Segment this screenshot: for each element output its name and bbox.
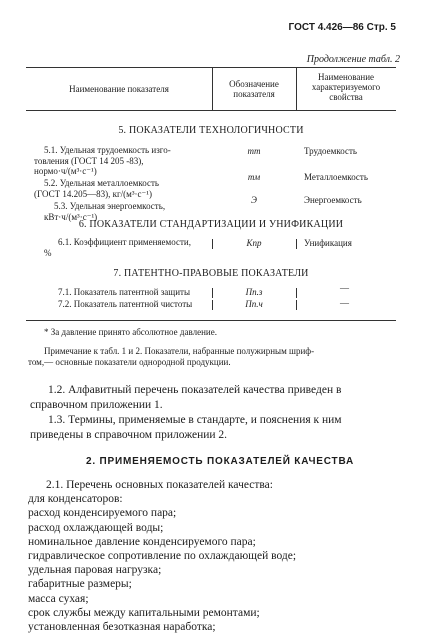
row-7-2-name: 7.2. Показатель патентной чистоты xyxy=(58,299,193,309)
table-note: Примечание к табл. 1 и 2. Показатели, набранные полужирным шриф- том,— основные показатели однородной продукции. xyxy=(28,346,315,367)
list-item: расход конденсируемого пара; xyxy=(28,507,177,520)
paragraph-1-3: 1.3. Термины, применяемые в стандарте, и пояснения к ним приведены в справочном приложении 2. xyxy=(30,414,342,441)
list-item: расход охлаждающей воды; xyxy=(28,521,164,534)
row-7-1-name: 7.1. Показатель патентной защиты xyxy=(58,287,190,297)
list-item: 2.1. Перечень основных показателей качества: xyxy=(46,479,273,491)
list-item: для конденсаторов: xyxy=(28,493,123,506)
section-title-6: 6. ПОКАЗАТЕЛИ СТАНДАРТИЗАЦИИ И УНИФИКАЦИИ xyxy=(78,219,344,230)
section-title-7: 7. ПАТЕНТНО-ПРАВОВЫЕ ПОКАЗАТЕЛИ xyxy=(113,268,309,279)
section-title-5: 5. ПОКАЗАТЕЛИ ТЕХНОЛОГИЧНОСТИ xyxy=(118,125,304,136)
row-5-2-property: Металлоемкость xyxy=(304,172,368,182)
table-header-rule xyxy=(26,110,396,111)
row-7-2-divider-2 xyxy=(296,300,297,310)
row-6-1-divider-2 xyxy=(296,239,297,249)
row-7-1-symbol: Пп.з xyxy=(245,287,263,297)
table-bottom-rule xyxy=(26,320,396,321)
document-reference: ГОСТ 4.426—86 Стр. 5 xyxy=(288,22,396,33)
row-5-3-name: 5.3. Удельная энергоемкость, кВт·ч/(м³·с⁻¹) xyxy=(44,201,166,222)
row-5-1-property: Трудоемкость xyxy=(304,146,358,156)
list-item: удельная паровая нагрузка; xyxy=(28,564,162,577)
row-7-2-property: — xyxy=(340,298,349,308)
row-5-1-symbol: mт xyxy=(247,146,261,156)
quality-indicators-list xyxy=(28,478,297,634)
row-5-3-property: Энергоемкость xyxy=(304,195,362,205)
list-item: габаритные размеры; xyxy=(28,578,132,591)
row-7-1-divider-2 xyxy=(296,288,297,298)
footnote: * За давление принято абсолютное давление. xyxy=(44,327,217,337)
table-top-rule xyxy=(26,67,396,68)
row-6-1-symbol: Кпр xyxy=(246,238,262,248)
col-header-property: Наименование характеризуемого свойства xyxy=(311,72,381,102)
list-item: номинальное давление конденсируемого пара; xyxy=(28,535,256,548)
list-item: масса сухая; xyxy=(28,592,89,605)
row-5-1-name: 5.1. Удельная трудоемкость изго- товления (ГОСТ 14 205 -83), нормо·ч/(м³·с⁻¹) xyxy=(34,145,171,176)
list-item: установленная безотказная наработка; xyxy=(28,621,216,634)
col-header-symbol: Обозначение показателя xyxy=(229,79,279,99)
list-item: срок службы между капитальными ремонтами; xyxy=(28,606,260,619)
row-7-2-symbol: Пп.ч xyxy=(245,299,263,309)
table-continuation-label: Продолжение табл. 2 xyxy=(306,54,400,65)
row-5-2-symbol: mм xyxy=(247,172,261,182)
row-7-1-property: — xyxy=(340,283,349,293)
row-6-1-property: Унификация xyxy=(304,238,352,248)
paragraph-1-2: 1.2. Алфавитный перечень показателей качества приведен в справочном приложении 1. xyxy=(30,384,342,411)
row-5-3-symbol: Э xyxy=(251,195,257,205)
row-6-1-name: 6.1. Коэффициент применяемости, % xyxy=(44,237,191,258)
row-5-2-name: 5.2. Удельная металлоемкость (ГОСТ 14.205—83), кг/(м³·с⁻¹) xyxy=(34,178,159,199)
section-2-title: 2. ПРИМЕНЯЕМОСТЬ ПОКАЗАТЕЛЕЙ КАЧЕСТВА xyxy=(86,456,354,467)
col-header-name: Наименование показателя xyxy=(69,84,169,94)
list-item: гидравлическое сопротивление по охлаждающей воде; xyxy=(28,550,297,563)
